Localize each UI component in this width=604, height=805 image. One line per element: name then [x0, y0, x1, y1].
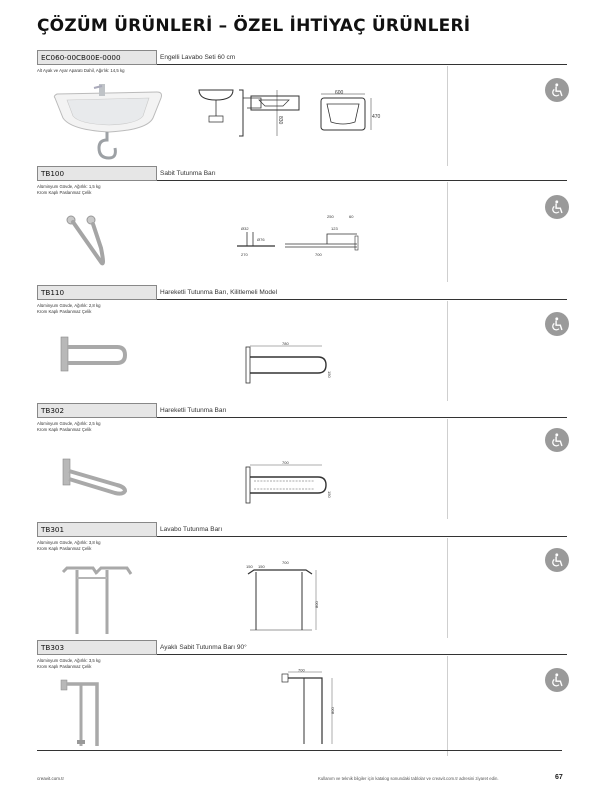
dimension-label: 700: [315, 252, 322, 257]
product-specs: [37, 658, 101, 669]
column-divider: [447, 66, 448, 166]
product-photo: [61, 208, 121, 272]
footer-note: Kullanım ve teknik bilgiler için katalog sonundaki tablolar ve creavit.com.tr adresini ziyaret edin.: [318, 776, 499, 781]
technical-drawing: [227, 210, 362, 262]
product-photo: [57, 562, 157, 638]
dimension-label: 150: [327, 491, 332, 498]
product-section: [37, 166, 567, 282]
spec-line: Krom Kaplı Paslanmaz Çelik: [37, 189, 92, 195]
product-description: Hareketli Tutunma Barı, Kilitlemeli Model: [160, 289, 278, 296]
product-description: Lavabo Tutunma Barı: [160, 526, 223, 533]
svg-text:Ø76: Ø76: [257, 237, 265, 242]
product-section: [37, 50, 567, 166]
column-divider: [447, 301, 448, 401]
product-header: [37, 640, 567, 655]
dimension-label: 800: [330, 707, 335, 714]
spec-line: Krom Kaplı Paslanmaz Çelik: [37, 545, 92, 551]
product-header: [37, 166, 567, 181]
product-specs: [37, 303, 101, 314]
product-description: Ayaklı Sabit Tutunma Barı 90°: [160, 644, 247, 651]
dimension-label: 830: [277, 116, 283, 125]
product-photo: [59, 333, 131, 381]
product-code: TB303: [37, 640, 157, 655]
column-divider: [447, 538, 448, 638]
product-description: Hareketli Tutunma Barı: [160, 407, 227, 414]
dimension-label: 600: [335, 90, 344, 96]
product-section: [37, 640, 567, 750]
footer-website: creavit.com.tr: [37, 776, 65, 781]
technical-drawing: [242, 459, 337, 511]
product-code: TB301: [37, 522, 157, 537]
column-divider: [447, 419, 448, 519]
spec-line: Krom Kaplı Paslanmaz Çelik: [37, 663, 92, 669]
product-code: EC060-00CB00E-0000: [37, 50, 157, 65]
dimension-label: 800: [314, 601, 319, 608]
dimension-label: 150: [327, 371, 332, 378]
product-header: [37, 285, 567, 300]
spec-line: Alt Ayak ve Ayar Aparatı Dahil, Ağırlık: 14,5 kg: [37, 68, 125, 73]
column-divider: [447, 182, 448, 282]
dimension-label: 150: [258, 564, 265, 569]
technical-drawing-plan: [317, 90, 381, 134]
product-specs: [37, 421, 101, 432]
product-section: [37, 522, 567, 638]
spec-line: Alüminyum Gövde, Ağırlık: 2,5 kg: [37, 421, 101, 426]
wheelchair-icon: [545, 312, 569, 336]
product-description: Sabit Tutunma Barı: [160, 170, 216, 177]
technical-drawing-front: [195, 86, 237, 124]
dimension-label: 123: [331, 226, 338, 231]
product-specs: [37, 184, 101, 195]
spec-line: Alüminyum Gövde, Ağırlık: 3,5 kg: [37, 658, 101, 663]
wheelchair-icon: [545, 548, 569, 572]
spec-line: Alüminyum Gövde, Ağırlık: 1,5 kg: [37, 184, 101, 189]
product-code: TB302: [37, 403, 157, 418]
dimension-label: 250: [327, 214, 334, 219]
column-divider: [447, 656, 448, 756]
spec-line: Krom Kaplı Paslanmaz Çelik: [37, 308, 92, 314]
product-specs: [37, 540, 101, 551]
product-header: [37, 403, 567, 418]
product-code: TB100: [37, 166, 157, 181]
product-code: TB110: [37, 285, 157, 300]
page-title: ÇÖZÜM ÜRÜNLERİ – ÖZEL İHTİYAÇ ÜRÜNLERİ: [37, 16, 471, 36]
dimension-label: 60: [349, 214, 354, 219]
product-section: [37, 285, 567, 401]
footer-divider: [37, 750, 562, 751]
product-header: [37, 50, 567, 65]
product-specs: [37, 68, 125, 74]
technical-drawing: [242, 341, 337, 391]
dimension-label: 700: [298, 667, 305, 673]
dimension-label: 700: [282, 460, 289, 465]
technical-drawing: [242, 558, 352, 638]
wheelchair-icon: [545, 428, 569, 452]
spec-line: Krom Kaplı Paslanmaz Çelik: [37, 426, 92, 432]
spec-line: Alüminyum Gövde, Ağırlık: 3,8 kg: [37, 540, 101, 545]
svg-text:Ø32: Ø32: [241, 226, 249, 231]
product-photo: [49, 74, 169, 164]
product-photo: [55, 676, 115, 748]
spec-line: Alüminyum Gövde, Ağırlık: 2,8 kg: [37, 303, 101, 308]
page-number: 67: [555, 774, 563, 781]
wheelchair-icon: [545, 78, 569, 102]
dimension-label: 270: [241, 252, 248, 257]
wheelchair-icon: [545, 195, 569, 219]
dimension-label: 150: [246, 564, 253, 569]
wheelchair-icon: [545, 668, 569, 692]
technical-drawing-top: [249, 92, 303, 114]
product-photo: [61, 455, 133, 501]
product-header: [37, 522, 567, 537]
product-description: Engelli Lavabo Seti 60 cm: [160, 54, 236, 61]
dimension-label: 470: [372, 114, 381, 120]
product-section: [37, 403, 567, 519]
dimension-label: 700: [282, 560, 289, 565]
dimension-label: 780: [282, 341, 289, 346]
technical-drawing: [252, 667, 342, 748]
